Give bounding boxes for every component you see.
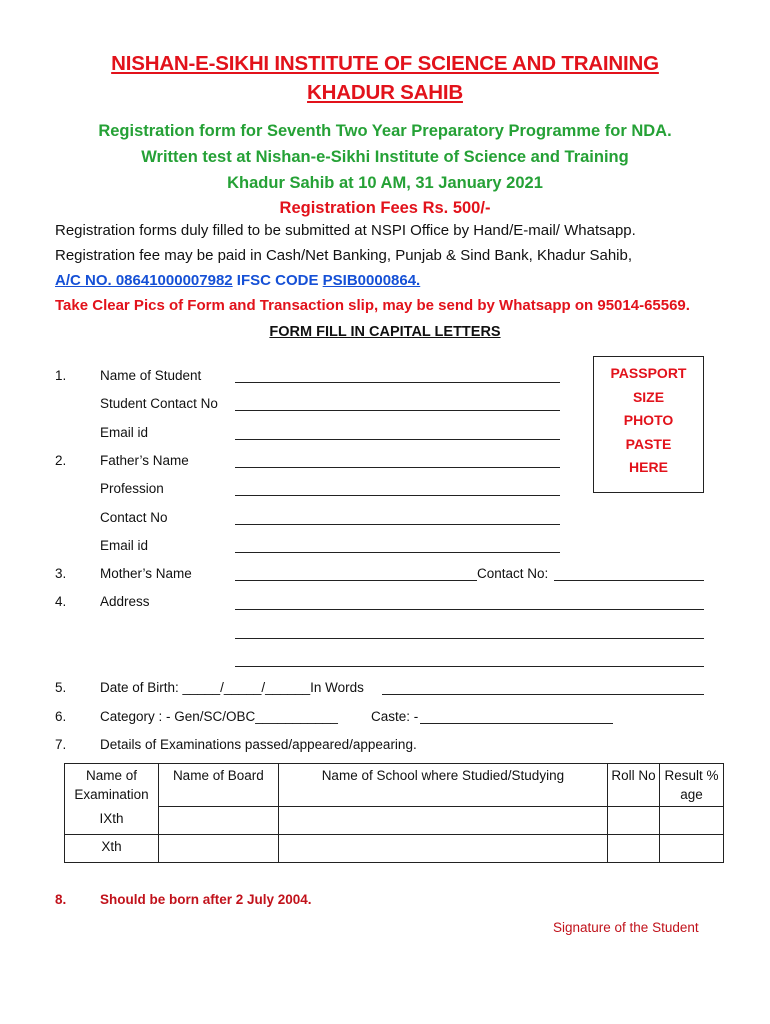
caste-label: Caste: - [371,709,419,724]
account-number: A/C NO. 08641000007982 [55,272,233,289]
item-number: 4. [55,594,67,609]
board-cell[interactable] [158,807,278,835]
student-contact-label: Student Contact No [100,396,218,411]
whatsapp-instructions: Take Clear Pics of Form and Transaction slip, may be send by Whatsapp on 95014-65569. [55,297,690,314]
student-name-field[interactable] [235,382,560,383]
caste-field[interactable] [420,723,613,724]
table-row [65,834,724,862]
profession-label: Profession [100,481,164,496]
mother-contact-label: Contact No: [477,566,549,581]
programme-subtitle: Registration form for Seventh Two Year Preparatory Programme for NDA. [98,122,672,140]
item-number: 1. [55,368,67,383]
school-cell[interactable] [278,834,607,862]
exam-name-cell: Xth [65,834,159,862]
payment-instructions: Registration fee may be paid in Cash/Net Banking, Punjab & Sind Bank, Khadur Sahib, [55,247,633,264]
dob-in-words-field[interactable] [382,694,704,695]
student-name-label: Name of Student [100,368,202,383]
father-name-field[interactable] [235,467,560,468]
result-cell[interactable] [660,807,724,835]
table-header-row [65,764,724,807]
father-contact-label: Contact No [100,510,168,525]
photo-box-line: HERE [629,459,668,475]
institute-location: KHADUR SAHIB [307,81,463,104]
table-header-cell: Result % age [660,764,724,807]
table-header-cell: Name of Examination [65,764,159,807]
item-number: 2. [55,453,67,468]
address-label: Address [100,594,150,609]
bank-details [55,272,420,289]
photo-box-line: PASSPORT [610,365,687,381]
item-number: 3. [55,566,67,581]
mother-name-label: Mother’s Name [100,566,192,581]
student-signature-label: Signature of the Student [553,920,699,935]
board-cell[interactable] [158,834,278,862]
table-header-cell: Name of Board [158,764,278,807]
category-label: Category : - Gen/SC/OBC___________ [100,709,338,724]
father-contact-field[interactable] [235,524,560,525]
father-email-field[interactable] [235,552,560,553]
item-number: 8. [55,892,67,907]
photo-box-line: PASTE [625,435,672,452]
photo-box-line: PHOTO [623,412,674,428]
father-name-label: Father’s Name [100,453,189,468]
result-cell[interactable] [660,834,724,862]
exam-name-cell: IXth [65,807,159,835]
date-of-birth-label: Date of Birth: _____/_____/______In Words [100,680,364,695]
age-eligibility-note: Should be born after 2 July 2004. [100,892,312,907]
submission-instructions: Registration forms duly filled to be submitted at NSPI Office by Hand/E-mail/ Whatsapp. [55,222,636,239]
item-number: 6. [55,709,67,724]
mother-name-field[interactable] [235,580,477,581]
exam-details-table [64,763,724,863]
mother-contact-field[interactable] [554,580,704,581]
table-header-cell: Roll No [608,764,660,807]
profession-field[interactable] [235,495,560,496]
student-contact-field[interactable] [235,410,560,411]
roll-no-cell[interactable] [608,807,660,835]
item-number: 7. [55,737,67,752]
exam-details-label: Details of Examinations passed/appeared/appearing. [100,737,417,752]
test-date-time: Khadur Sahib at 10 AM, 31 January 2021 [227,174,543,192]
form-fill-note: FORM FILL IN CAPITAL LETTERS [269,324,501,340]
photo-box-line: SIZE [632,388,665,405]
address-field-line-3[interactable] [235,666,704,667]
roll-no-cell[interactable] [608,834,660,862]
father-email-label: Email id [100,538,149,553]
institute-title: NISHAN-E-SIKHI INSTITUTE OF SCIENCE AND TRAINING [111,52,659,75]
item-number: 5. [55,680,67,695]
ifsc-code: PSIB0000864. [322,272,421,289]
student-email-label: Email id [100,425,149,440]
table-row [65,807,724,835]
passport-photo-box [593,356,704,493]
address-field-line-1[interactable] [235,609,704,610]
ifsc-label: IFSC CODE [232,272,323,289]
table-header-cell: Name of School where Studied/Studying [278,764,607,807]
school-cell[interactable] [278,807,607,835]
test-venue: Written test at Nishan-e-Sikhi Institute of Science and Training [141,148,629,166]
registration-fees: Registration Fees Rs. 500/- [279,199,491,217]
address-field-line-2[interactable] [235,638,704,639]
student-email-field[interactable] [235,439,560,440]
